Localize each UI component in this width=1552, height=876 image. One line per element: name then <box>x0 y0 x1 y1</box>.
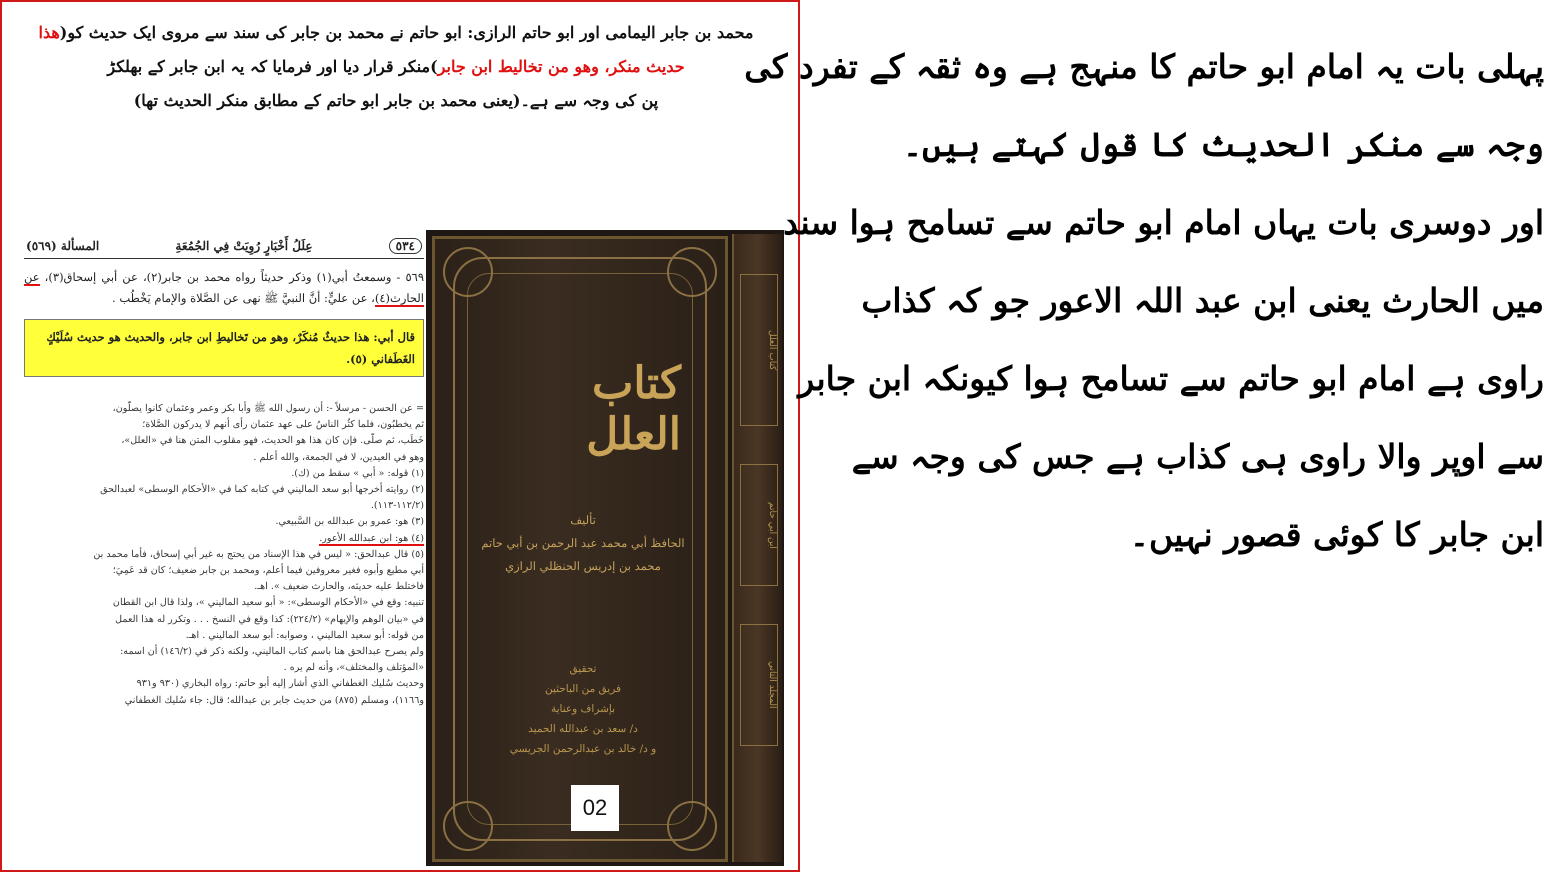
author-line: تأليف <box>570 513 596 527</box>
editor-line: بإشراف وعناية <box>550 703 616 715</box>
footnote-line: فاختلط عليه حديثه، والحارث ضعيف ». اهـ. <box>254 581 424 593</box>
book-spine <box>732 234 782 862</box>
intro-line-2 <box>16 50 776 84</box>
editor-line: فريق من الباحثين <box>544 683 622 695</box>
hadith-text: ٥٦٩ - وسمعتُ أبي(١) وذكر حديثاً رواه محمد بن جابر(٢)، عن أبي إسحاق(٣)، <box>44 270 424 284</box>
commentary-line: اور دوسری بات یہاں امام ابو حاتم سے تسامح ہوا سند <box>783 203 1544 242</box>
footnote-line: وحديث سُليك الغطفاني الذي أشار إليه أبو حاتم: رواه البخاري (٩٣٠ و٩٣١ <box>136 678 424 690</box>
commentary-line: ابن جابر کا کوئی قصور نہیں۔ <box>1129 515 1544 554</box>
footnotes <box>24 401 424 709</box>
book-author <box>479 509 687 578</box>
footnote-line: وهو في العيدين، لا في الجمعة، والله أعلم . <box>253 451 424 463</box>
book-title: كتاب العلل <box>586 358 681 460</box>
footnote-line: (٢) روايته أخرجها أبو سعد الماليني في كتابه كما في «الأحكام الوسطى» لعبدالحق <box>100 484 424 496</box>
spine-label: كتاب العلل <box>740 274 778 426</box>
footnote-line: تنبيه: وقع في «الأحكام الوسطى»: « أبو سعيد الماليني »، ولذا قال ابن القطان <box>112 597 424 609</box>
commentary-line: پہلی بات یہ امام ابو حاتم کا منہج ہے وہ ثقہ کے تفرد کی <box>744 47 1544 86</box>
footnote-line: خَطَب، ثم صلَّى. فإن كان هذا هو الحديث، فهو مقلوب المتن هنا في «العلل»، <box>121 435 424 447</box>
commentary-line: سے اوپر والا راوی ہی کذاب ہے جس کی وجہ سے <box>851 437 1544 476</box>
ornament-icon <box>667 247 717 297</box>
author-line: محمد بن إدريس الحنظلي الرازي <box>505 559 661 573</box>
footnote-line: و١١٦٦)، ومسلم (٨٧٥) من حديث جابر بن عبدالله؛ قال: جاء سُليك الغطفاني <box>124 694 424 706</box>
page-header-title: عِلَلُ أَخْبَارٍ رُوِيَتْ فِي الجُمُعَةِ <box>175 239 313 253</box>
ornament-icon <box>443 801 493 851</box>
footnote-line: (١١٢/٢-١١٣). <box>370 500 424 512</box>
footnote-line: «المؤتلف والمختلف»، وأنه لم يره . <box>283 662 424 674</box>
intro-line-1 <box>16 16 776 50</box>
intro-red-1: هذا <box>38 23 60 42</box>
intro-line-2-text: )منکر قرار دیا اور فرمایا کہ یہ ابن جابر کے بھلکڑ <box>107 57 438 76</box>
page-header-issue: المسألة (٥٦٩) <box>26 239 100 253</box>
footnote-line: = عن الحسن - مرسلاً -: أن رسول الله ﷺ وأبا بكر وعمر وعثمان كانوا يصلُّون، <box>112 403 424 414</box>
spine-label: المجلد الثاني <box>740 624 778 746</box>
author-line: الحافظ أبي محمد عبد الرحمن بن أبي حاتم <box>481 536 685 550</box>
image-number-badge: 02 <box>571 785 619 831</box>
ornament-icon <box>667 801 717 851</box>
footnote-line: ولم يصرح عبدالحق هنا باسم كتاب الماليني، ولكنه ذكر في (١٤٦/٢) أن اسمه: <box>120 646 424 658</box>
hadith-paragraph <box>24 267 424 309</box>
footnote-line: في «بيان الوهم والإيهام» (٢٢٤/٢): كذا وقع في النسخ . . . وتكرر له هذا العمل <box>115 613 424 625</box>
spine-label: ابن أبي حاتم <box>740 464 778 586</box>
underlined-narrator: عن الحارث(٤) <box>24 270 424 305</box>
underlined-footnote: (٤) هو: ابن عبدالله الأعور. <box>319 532 424 544</box>
editor-line: د/ سعد بن عبدالله الحميد <box>528 723 638 735</box>
page-number: ٥٣٤ <box>389 238 422 254</box>
commentary-line: راوی ہے امام ابو حاتم سے تسامح ہوا کیونکہ ابن جابر <box>798 359 1544 398</box>
hadith-text-rest: ، عن عليٍّ: أنَّ النبيَّ ﷺ نهى عن الصَّلاة والإمام يَخْطُب . <box>112 291 375 305</box>
commentary-line: میں الحارث یعنی ابن عبد اللہ الاعور جو کہ کذاب <box>861 281 1544 320</box>
footnote-line: أبي مطيع وأبوه فغير معروفين فيما أعلم، ومحمد بن جابر ضعيف؛ كان قد عَمِيَ؛ <box>112 565 424 577</box>
editor-line: تحقيق <box>569 663 597 675</box>
footnote-line <box>24 531 424 547</box>
book-cover-photo <box>426 230 784 866</box>
intro-line-3: پن کی وجہ سے ہے۔(یعنی محمد بن جابر ابو حاتم کے مطابق منکر الحدیث تھا) <box>133 91 659 110</box>
editor-line: و د/ خالد بن عبدالرحمن الجريسي <box>509 743 657 755</box>
ornament-icon <box>443 247 493 297</box>
intro-line-1-text: محمد بن جابر الیمامی اور ابو حاتم الرازی: ابو حاتم نے محمد بن جابر کی سند سے مروی ایک حدیث کو( <box>59 23 754 42</box>
commentary-line: وجہ سے منکر الحدیث کا قول کہتے ہیں۔ <box>902 125 1544 164</box>
footnote-line: (٥) قال عبدالحق: « ليس في هذا الإسناد من يحتج به غير أبي إسحاق، فأما محمد بن <box>93 548 424 560</box>
footnote-line: (٣) هو: عمرو بن عبدالله بن السَّبيعي. <box>275 516 424 528</box>
book-editor <box>479 659 687 759</box>
book-page-scan <box>24 234 424 870</box>
footnote-line: من قوله: أبو سعيد الماليني ، وصوابه: أبو سعد الماليني . اهـ. <box>185 629 424 641</box>
footnote-line: (١) قوله: « أبي » سقط من (ك). <box>291 467 424 479</box>
intro-red-2: حديث منكر، وهو من تخاليط ابن جابر <box>437 57 685 76</box>
page-header <box>24 234 424 259</box>
intro-text <box>16 16 776 118</box>
highlighted-quote: قال أبي: هذا حديثٌ مُنكَرٌ، وهو من تَخاليطِ ابن جابر، والحديث هو حديث سُلَيْكٍ الغَطَفاني (٥). <box>24 319 424 377</box>
footnote-line: ثم يخطبُون، فلما كثُر الناسُ على عهد عثمان رأى أنهم لا يدركون الصَّلاة؛ <box>142 419 424 431</box>
book-front-cover <box>432 236 728 862</box>
